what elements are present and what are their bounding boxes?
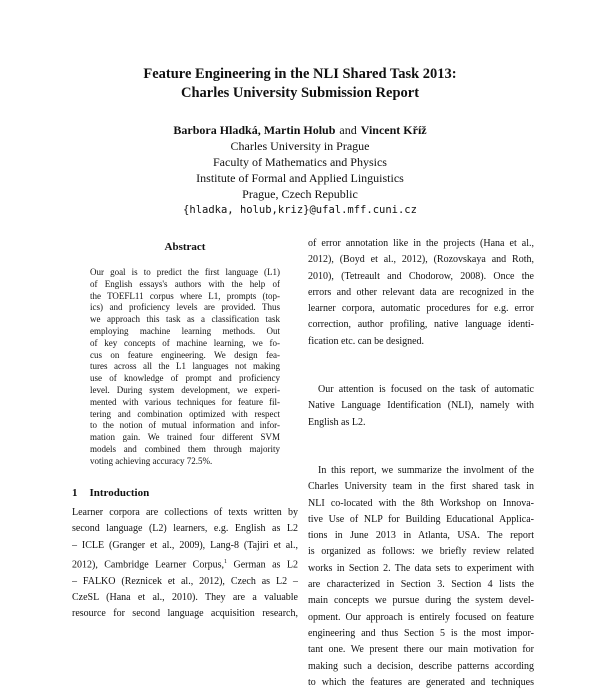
text-line: making such a decision, describe patterns according bbox=[308, 660, 534, 672]
section-title: Introduction bbox=[89, 487, 150, 499]
text-line: 2010), (Tetreault and Chodorow, 2008). Once the bbox=[308, 270, 534, 282]
introduction-body bbox=[72, 505, 298, 622]
paragraph bbox=[308, 236, 534, 350]
text-line: Our attention is focused on the task of automatic bbox=[318, 384, 534, 396]
right-column-body bbox=[308, 236, 534, 691]
text-line: of error annotation like in the projects (Hana et al., bbox=[308, 238, 534, 249]
author-names-last: Vincent Kříž bbox=[360, 123, 427, 137]
paragraph-gap bbox=[308, 350, 534, 382]
text-line: correction, author profiling, native language identi- bbox=[308, 319, 534, 331]
text-line: errors and other relevant data are recognized in the bbox=[308, 286, 534, 298]
text-line: are characterized in Section 3. Section 4 lists the bbox=[308, 579, 534, 591]
paper-title bbox=[0, 65, 600, 103]
abstract-line: of key concepts of machine learning, we fo- bbox=[90, 337, 280, 348]
text-line: is organized as follows: we briefly review related bbox=[308, 546, 534, 558]
abstract-line: level. During system development, we experi- bbox=[90, 384, 280, 395]
abstract-line: to the notion of mutual information and infor- bbox=[90, 420, 280, 431]
abstract-line: Our goal is to predict the first language (L1) bbox=[90, 267, 280, 277]
affiliation-city: Prague, Czech Republic bbox=[242, 187, 358, 201]
text-line: works in Section 2. The data sets to experiment with bbox=[308, 562, 534, 574]
text-line: second language (L2) learners, e.g. English as L2 bbox=[72, 523, 298, 535]
abstract-line: of English essays's authors with the help of bbox=[90, 278, 280, 289]
affiliation-institute: Institute of Formal and Applied Linguistics bbox=[196, 171, 404, 185]
abstract-line: voting achieving accuracy 72.5%. bbox=[90, 455, 213, 466]
text-line: opment. Our approach is entirely focused on feature bbox=[308, 611, 534, 623]
footnote-mark: 1 bbox=[224, 558, 228, 565]
text-line: NLI co-located with the 8th Workshop on Innova- bbox=[308, 497, 534, 509]
text-line: Charles University team in the first shared task in bbox=[308, 481, 534, 493]
author-and: and bbox=[339, 123, 357, 137]
text-line: Learner corpora are collections of texts written by bbox=[72, 507, 298, 518]
section-number: 1 bbox=[72, 487, 78, 499]
text-line: learner corpora, automatic procedures for e.g. error bbox=[308, 303, 534, 315]
abstract-line: cus on feature engineering. We design fea- bbox=[90, 349, 280, 360]
title-line-2: Charles University Submission Report bbox=[180, 85, 420, 101]
text-line: – FALKO (Reznicek et al., 2012), Czech as L2 – bbox=[72, 575, 298, 587]
text-line: engineering and thus Section 5 is the most impor- bbox=[308, 627, 534, 639]
introduction-heading bbox=[72, 487, 149, 499]
affiliation-faculty: Faculty of Mathematics and Physics bbox=[213, 155, 387, 169]
text-line-with-footnote bbox=[72, 554, 298, 574]
text-line: CzeSL (Hana et al., 2010). They are a valuable bbox=[72, 591, 298, 603]
text-line: to which the features are generated and techniques bbox=[308, 676, 534, 688]
abstract-line: employing machine learning methods. Out bbox=[90, 325, 280, 336]
text-fragment: German as L2 bbox=[227, 559, 298, 571]
abstract-heading: Abstract bbox=[164, 241, 206, 253]
paragraph bbox=[308, 463, 534, 691]
text-line: English as L2. bbox=[308, 416, 366, 428]
abstract-line: ics) and proficiency levels are provided. Thus bbox=[90, 302, 280, 313]
text-line: tions in June 2013 in Atlanta, USA. The report bbox=[308, 530, 534, 542]
text-line: tive Use of NLP for Building Educational Applica- bbox=[308, 513, 534, 525]
author-names-first: Barbora Hladká, Martin Holub bbox=[173, 123, 336, 137]
paragraph bbox=[308, 382, 534, 431]
text-line: tant one. We present there our main motivation for bbox=[308, 644, 534, 656]
text-line: Native Language Identification (NLI), namely with bbox=[308, 400, 534, 412]
abstract-line: models and combined them through majority bbox=[90, 443, 280, 454]
author-email: {hladka, holub,kriz}@ufal.mff.cuni.cz bbox=[183, 204, 417, 216]
author-names bbox=[0, 122, 600, 138]
abstract-line: use of knowledge of prompt and proficiency bbox=[90, 373, 280, 384]
abstract-line: tering and combination optimized with respect bbox=[90, 408, 280, 419]
text-line: – ICLE (Granger et al., 2009), Lang-8 (Tajiri et al., bbox=[72, 539, 298, 551]
author-block bbox=[0, 122, 600, 218]
text-line: resource for second language acquisition research, bbox=[72, 608, 298, 620]
abstract-body bbox=[90, 267, 280, 468]
title-line-1: Feature Engineering in the NLI Shared Task 2013: bbox=[143, 66, 457, 82]
abstract-line: the TOEFL11 corpus where L1, prompts (top- bbox=[90, 290, 280, 301]
abstract-line: mented with various techniques for feature fil- bbox=[90, 396, 280, 407]
abstract-line: we approach this task as a classification task bbox=[90, 314, 280, 325]
paragraph-gap bbox=[308, 431, 534, 463]
affiliation-university: Charles University in Prague bbox=[230, 139, 370, 153]
abstract-line: mation gain. We trained four different SVM bbox=[90, 432, 280, 443]
abstract-line: tures across all the L1 languages not making bbox=[90, 361, 280, 372]
text-fragment: 2012), Cambridge Learner Corpus, bbox=[72, 559, 225, 571]
text-line: 2012), (Boyd et al., 2012), (Rozovskaya and Roth, bbox=[308, 254, 534, 266]
text-line: In this report, we summarize the involment of the bbox=[318, 464, 534, 476]
text-line: fication etc. can be designed. bbox=[308, 335, 425, 347]
text-line: main concepts we pursue during the system devel- bbox=[308, 595, 534, 607]
